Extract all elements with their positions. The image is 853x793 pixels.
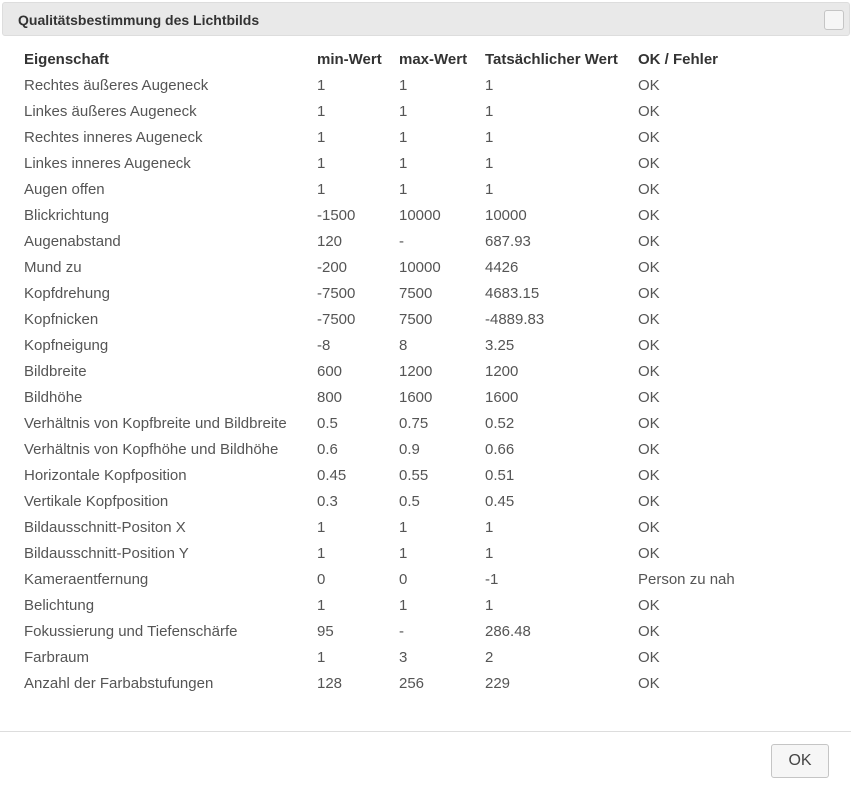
cell-property: Farbraum [24,648,90,666]
cell-min-value: -7500 [317,284,356,302]
cell-status: OK [638,76,660,94]
cell-status: OK [638,180,660,198]
cell-property: Linkes inneres Augeneck [24,154,191,172]
cell-min-value: 0.3 [317,492,338,510]
cell-actual-value: 1 [485,180,494,198]
table-row [18,514,774,540]
table-row [18,124,774,150]
table-row [18,176,774,202]
cell-actual-value: 2 [485,648,494,666]
cell-actual-value: 0.51 [485,466,515,484]
cell-actual-value: 10000 [485,206,527,224]
cell-status: OK [638,414,660,432]
dialog-title: Qualitätsbestimmung des Lichtbilds [18,12,260,28]
cell-property: Mund zu [24,258,82,276]
cell-status: OK [638,492,660,510]
cell-property: Bildbreite [24,362,87,380]
table-row [18,358,774,384]
cell-status: OK [638,648,660,666]
cell-property: Vertikale Kopfposition [24,492,169,510]
cell-status: OK [638,336,660,354]
cell-status: OK [638,388,660,406]
table-row [18,280,774,306]
cell-max-value: 1 [399,180,408,198]
cell-actual-value: 229 [485,674,511,692]
cell-max-value: 0 [399,570,408,588]
cell-actual-value: 1 [485,544,494,562]
cell-max-value: 1 [399,154,408,172]
cell-property: Belichtung [24,596,95,614]
cell-max-value: 1 [399,544,408,562]
table-row [18,410,774,436]
header-max-value: max-Wert [399,50,468,68]
cell-property: Bildhöhe [24,388,83,406]
cell-actual-value: 1200 [485,362,519,380]
close-icon[interactable] [824,10,844,30]
cell-property: Anzahl der Farbabstufungen [24,674,214,692]
cell-min-value: -7500 [317,310,356,328]
cell-min-value: 0 [317,570,326,588]
cell-property: Rechtes inneres Augeneck [24,128,203,146]
cell-status: OK [638,674,660,692]
cell-min-value: 0.45 [317,466,347,484]
cell-max-value: 10000 [399,206,441,224]
cell-max-value: 256 [399,674,425,692]
cell-min-value: -8 [317,336,331,354]
cell-max-value: 0.55 [399,466,429,484]
cell-actual-value: -1 [485,570,499,588]
table-row [18,98,774,124]
cell-actual-value: 1 [485,518,494,536]
cell-status: Person zu nah [638,570,735,588]
cell-actual-value: 1 [485,76,494,94]
cell-property: Blickrichtung [24,206,110,224]
cell-max-value: 1600 [399,388,433,406]
cell-max-value: 1 [399,102,408,120]
cell-property: Rechtes äußeres Augeneck [24,76,209,94]
cell-actual-value: 1 [485,102,494,120]
cell-max-value: 1 [399,596,408,614]
cell-min-value: 1 [317,128,326,146]
cell-actual-value: -4889.83 [485,310,545,328]
cell-actual-value: 0.45 [485,492,515,510]
cell-actual-value: 286.48 [485,622,531,640]
cell-min-value: 1 [317,180,326,198]
header-ok-error: OK / Fehler [638,50,719,68]
cell-status: OK [638,544,660,562]
cell-property: Fokussierung und Tiefenschärfe [24,622,238,640]
header-min-value: min-Wert [317,50,382,68]
cell-status: OK [638,128,660,146]
cell-min-value: 0.6 [317,440,338,458]
cell-actual-value: 1 [485,128,494,146]
cell-property: Augen offen [24,180,105,198]
cell-actual-value: 1600 [485,388,519,406]
cell-max-value: - [399,622,404,640]
table-row [18,618,774,644]
cell-property: Kopfneigung [24,336,109,354]
cell-status: OK [638,258,660,276]
footer-divider [0,731,851,732]
cell-status: OK [638,284,660,302]
cell-max-value: 0.9 [399,440,420,458]
cell-property: Augenabstand [24,232,121,250]
cell-status: OK [638,622,660,640]
cell-property: Verhältnis von Kopfhöhe und Bildhöhe [24,440,279,458]
dialog-titlebar[interactable] [2,2,850,36]
cell-min-value: 600 [317,362,343,380]
cell-min-value: 0.5 [317,414,338,432]
cell-status: OK [638,362,660,380]
table-row [18,670,774,696]
cell-property: Kameraentfernung [24,570,149,588]
cell-status: OK [638,310,660,328]
cell-status: OK [638,466,660,484]
cell-actual-value: 687.93 [485,232,531,250]
table-row [18,332,774,358]
table-body [18,72,774,696]
table-row [18,150,774,176]
table-row [18,254,774,280]
table-row [18,202,774,228]
cell-actual-value: 4683.15 [485,284,540,302]
cell-max-value: 1200 [399,362,433,380]
cell-max-value: 0.75 [399,414,429,432]
cell-min-value: 1 [317,596,326,614]
cell-max-value: 1 [399,76,408,94]
cell-status: OK [638,206,660,224]
cell-min-value: 1 [317,154,326,172]
cell-status: OK [638,232,660,250]
cell-max-value: 8 [399,336,408,354]
cell-status: OK [638,518,660,536]
cell-status: OK [638,596,660,614]
cell-actual-value: 0.52 [485,414,515,432]
cell-max-value: 3 [399,648,408,666]
cell-min-value: 1 [317,544,326,562]
cell-max-value: - [399,232,404,250]
cell-property: Verhältnis von Kopfbreite und Bildbreite [24,414,287,432]
table-header-row [18,46,774,72]
table-row [18,462,774,488]
cell-min-value: 800 [317,388,343,406]
table-row [18,644,774,670]
cell-actual-value: 0.66 [485,440,515,458]
cell-min-value: 1 [317,518,326,536]
cell-max-value: 1 [399,518,408,536]
cell-property: Kopfnicken [24,310,99,328]
cell-actual-value: 1 [485,154,494,172]
header-actual-value: Tatsächlicher Wert [485,50,618,68]
cell-status: OK [638,154,660,172]
cell-min-value: 1 [317,102,326,120]
cell-property: Bildausschnitt-Position Y [24,544,189,562]
table-row [18,72,774,98]
header-property: Eigenschaft [24,50,110,68]
cell-max-value: 10000 [399,258,441,276]
cell-property: Linkes äußeres Augeneck [24,102,197,120]
cell-min-value: 1 [317,648,326,666]
ok-button[interactable]: OK [771,744,829,778]
cell-max-value: 1 [399,128,408,146]
cell-min-value: -200 [317,258,348,276]
table-row [18,306,774,332]
table-row [18,228,774,254]
cell-property: Bildausschnitt-Positon X [24,518,186,536]
cell-min-value: 95 [317,622,334,640]
table-row [18,436,774,462]
cell-min-value: -1500 [317,206,356,224]
cell-property: Horizontale Kopfposition [24,466,187,484]
table-row [18,540,774,566]
cell-actual-value: 1 [485,596,494,614]
cell-min-value: 1 [317,76,326,94]
cell-status: OK [638,440,660,458]
cell-property: Kopfdrehung [24,284,110,302]
cell-max-value: 7500 [399,284,433,302]
cell-actual-value: 3.25 [485,336,515,354]
cell-status: OK [638,102,660,120]
table-row [18,592,774,618]
cell-max-value: 7500 [399,310,433,328]
table-row [18,566,774,592]
table-row [18,384,774,410]
cell-actual-value: 4426 [485,258,519,276]
quality-table [18,46,774,696]
cell-min-value: 120 [317,232,343,250]
cell-min-value: 128 [317,674,343,692]
table-row [18,488,774,514]
cell-max-value: 0.5 [399,492,420,510]
